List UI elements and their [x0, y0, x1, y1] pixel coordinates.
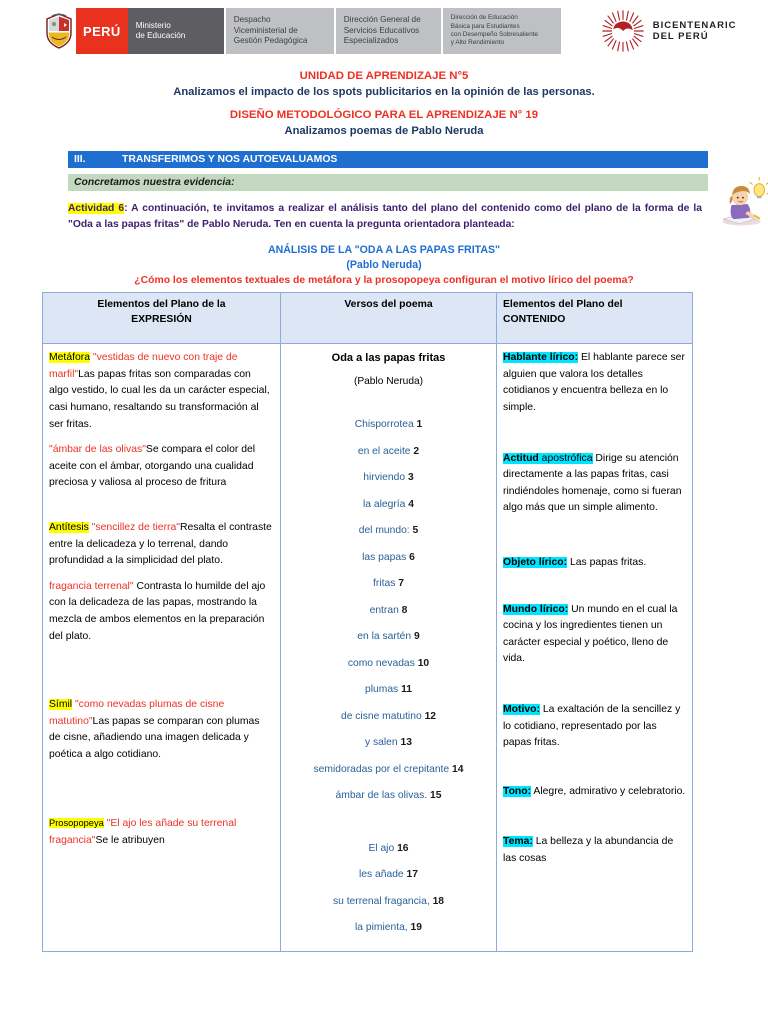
- section-header-group: [0, 151, 768, 191]
- verse-number: 14: [452, 763, 464, 775]
- section-title-bar: [68, 151, 708, 168]
- verse-text: hirviendo: [363, 472, 406, 484]
- column-header-verses-label: Versos del poema: [344, 299, 433, 311]
- content-body: Un mundo en el cual la cocina y los ingredientes tienen un carácter especial y poético, lleno de vida.: [503, 603, 678, 665]
- unit-title: UNIDAD DE APRENDIZAJE N°5: [299, 70, 469, 82]
- bicentenary-text: [653, 20, 737, 43]
- verse-number: 16: [397, 842, 409, 854]
- content-tag: Motivo:: [503, 703, 540, 715]
- analysis-question: ¿Cómo los elementos textuales de metáfora y la prosopopeya configuran el motivo lírico del poema?: [134, 275, 634, 287]
- verse-line: [287, 894, 490, 909]
- content-cell: [497, 344, 693, 952]
- table-body-row: [43, 344, 693, 952]
- section-label: TRANSFERIMOS Y NOS AUTOEVALUAMOS: [122, 154, 338, 165]
- peru-brand-block: [76, 8, 128, 54]
- verse-line: [287, 550, 490, 565]
- activity-paragraph: [68, 201, 702, 233]
- content-tag: Hablante lírico:: [503, 352, 579, 364]
- verse-line: [287, 682, 490, 697]
- basic-education-line-4: y Alto Rendimiento: [450, 39, 505, 47]
- column-header-expression-line2: EXPRESIÓN: [131, 313, 192, 325]
- basic-education-line-1: Dirección de Educación: [450, 14, 518, 22]
- content-tag: Actitud: [503, 452, 539, 464]
- column-header-content-line2: CONTENIDO: [503, 313, 566, 325]
- verse-number: 17: [406, 869, 418, 881]
- expression-body: Se le atribuyen: [95, 835, 165, 847]
- verse-number: 11: [401, 684, 412, 696]
- verse-number: 2: [413, 445, 420, 457]
- poem-title: Oda a las papas fritas: [331, 352, 446, 365]
- activity-text: : A continuación, te invitamos a realizar el análisis tanto del plano del contenido como del plano de la forma de la "Oda a las papas fritas" de Pablo Neruda. Ten en cuenta la pregunta orientadora planteada:: [68, 203, 702, 231]
- ministry-line-2: de Educación: [135, 31, 186, 40]
- verse-number: 10: [417, 657, 430, 669]
- expression-item: [49, 520, 272, 570]
- content-item: [503, 834, 686, 867]
- verse-number: 13: [400, 737, 412, 749]
- analysis-heading-group: [0, 243, 768, 288]
- design-title: DISEÑO METODOLÓGICO PARA EL APRENDIZAJE N° 19: [229, 109, 539, 121]
- verse-line: [287, 603, 490, 618]
- general-direction-line-3: Especializados: [343, 36, 399, 46]
- expression-quote: "como nevadas plumas de cisne matutino": [49, 699, 225, 727]
- document-page: [0, 8, 768, 1032]
- content-tag: Tema:: [503, 836, 533, 848]
- verse-number: 4: [408, 498, 414, 510]
- content-body: Dirige su atención directamente a las papas fritas, casi rindiéndoles homenaje, como si fueran algo más que un simple alimento.: [503, 452, 682, 514]
- evidence-bar: Concretamos nuestra evidencia:: [68, 174, 708, 191]
- vice-ministry-block: [226, 8, 334, 54]
- expression-tag: Símil: [49, 699, 73, 711]
- basic-education-direction-block: [443, 8, 561, 54]
- column-header-expression: [43, 293, 281, 344]
- verse-line: [287, 656, 490, 671]
- analysis-author: (Pablo Neruda): [346, 259, 422, 272]
- verse-text: entran: [369, 604, 399, 616]
- verse-text: en el aceite: [357, 445, 411, 457]
- expression-quote: "sencillez de tierra": [88, 521, 180, 533]
- analysis-table-wrapper: [0, 292, 768, 952]
- section-number: III.: [74, 154, 86, 165]
- verse-text: fritas: [373, 578, 396, 590]
- verse-line: [287, 788, 490, 803]
- verse-line: [287, 470, 490, 485]
- verse-text: semidoradas por el crepitante: [313, 763, 450, 775]
- expression-body: Contrasta lo humilde del ajo con la delicadeza de las papas, mostrando la mezcla de ambos elementos en la preparación del plato.: [49, 580, 266, 642]
- verse-line: [287, 497, 490, 512]
- expression-item: [49, 579, 272, 645]
- content-tag-secondary: apostrófica: [538, 452, 593, 464]
- verse-line: [287, 576, 490, 591]
- verse-line: [287, 735, 490, 750]
- verse-line: [287, 417, 490, 432]
- general-direction-block: [336, 8, 441, 54]
- table-header-row: [43, 293, 693, 344]
- institutional-header-bar: [0, 8, 768, 54]
- verse-number: 6: [409, 551, 415, 563]
- analysis-table: [42, 292, 693, 952]
- ministry-line-1: Ministerio: [135, 20, 171, 30]
- expression-quote: "ámbar de las olivas": [49, 444, 146, 456]
- general-direction-line-1: Dirección General de: [343, 15, 421, 25]
- verse-number: 8: [401, 604, 408, 616]
- verse-text: como nevadas: [347, 657, 415, 669]
- bicentenary-sunburst-icon: [601, 9, 645, 53]
- content-tag: Tono:: [503, 785, 532, 797]
- verse-number: 15: [429, 790, 442, 802]
- expression-body: Las papas fritas son comparadas con algo vestido, lo cual les da un carácter especial, casi humano, resaltando su transformación al ser fritas.: [49, 368, 270, 430]
- verse-text: les añade: [358, 869, 404, 881]
- vice-ministry-line-1: Despacho: [233, 15, 271, 25]
- content-item: [503, 602, 686, 668]
- verse-text: plumas: [365, 684, 399, 696]
- bicentenary-line-2: DEL PERÚ: [652, 31, 709, 42]
- expression-item: [49, 697, 272, 763]
- verses-cell: [281, 344, 497, 952]
- expression-item: [49, 815, 272, 849]
- content-tag: Mundo lírico:: [503, 603, 569, 615]
- content-body: La exaltación de la sencillez y lo cotidiano, representado por las papas fritas.: [503, 703, 681, 749]
- peru-coat-of-arms-icon: [42, 8, 76, 54]
- verse-number: 5: [412, 525, 419, 537]
- verse-text: la alegría: [363, 498, 406, 510]
- verse-text: del mundo:: [358, 525, 410, 537]
- content-item: [503, 784, 686, 801]
- verse-text: El ajo: [368, 842, 395, 854]
- verse-line: [287, 709, 490, 724]
- girl-writing-with-idea-bulb-icon: [714, 175, 768, 233]
- column-header-verses: [281, 293, 497, 344]
- content-item: [503, 555, 686, 572]
- content-item: [503, 350, 686, 416]
- verse-text: las papas: [362, 551, 407, 563]
- unit-subtitle: Analizamos el impacto de los spots publicitarios en la opinión de las personas.: [173, 86, 595, 98]
- bicentenary-line-1: BICENTENARIC: [652, 19, 737, 31]
- expression-item: [49, 442, 272, 492]
- verse-line: [287, 523, 490, 538]
- verse-number: 7: [398, 578, 404, 590]
- verse-text: en la sartén: [357, 631, 412, 643]
- basic-education-line-3: con Desempeño Sobresaliente: [450, 31, 539, 38]
- content-item: [503, 451, 686, 517]
- verse-spacer: [287, 815, 490, 841]
- expression-quote: "El ajo les añade su terrenal fragancia": [49, 818, 237, 847]
- activity-block: [0, 201, 768, 233]
- expression-tag: Antítesis: [49, 521, 89, 533]
- activity-tag: Actividad 6: [68, 203, 125, 215]
- content-item: [503, 702, 686, 752]
- content-tag: Objeto lírico:: [503, 556, 568, 568]
- verse-number: 19: [410, 922, 422, 934]
- peru-label: PERÚ: [83, 23, 121, 39]
- expression-item: [49, 350, 272, 433]
- expression-tag: Prosopopeya: [49, 818, 104, 829]
- content-body: La belleza y la abundancia de las cosas: [503, 836, 674, 864]
- content-body: Las papas fritas.: [567, 556, 647, 568]
- verse-text: ámbar de las olivas.: [335, 790, 428, 802]
- expression-quote: fragancia terrenal": [49, 580, 134, 592]
- verse-text: y salen: [365, 737, 398, 749]
- analysis-title: ANÁLISIS DE LA "ODA A LAS PAPAS FRITAS": [267, 244, 501, 257]
- poem-author: (Pablo Neruda): [353, 376, 424, 388]
- bicentenary-logo: [601, 8, 737, 54]
- expression-body: Las papas se comparan con plumas de cisne, añadiendo una imagen delicada y poética a algo cotidiano.: [49, 715, 260, 760]
- verse-number: 9: [413, 631, 420, 643]
- ministry-block: [128, 8, 224, 54]
- verse-line: [287, 629, 490, 644]
- document-titles: [0, 68, 768, 139]
- verse-number: 18: [432, 895, 445, 907]
- vice-ministry-line-3: Gestión Pedagógica: [233, 36, 308, 46]
- verse-list: [287, 417, 490, 935]
- verse-text: de cisne matutino: [340, 710, 422, 722]
- column-header-expression-line1: Elementos del Plano de la: [97, 299, 226, 311]
- basic-education-line-2: Básica para Estudiantes: [450, 22, 520, 30]
- verse-number: 12: [424, 710, 437, 722]
- verse-text: Chisporrotea: [354, 419, 414, 431]
- expression-body: Resalta el contraste entre la delicadeza y lo terrenal, dando profundidad a la simplicidad del plato.: [49, 521, 272, 567]
- expression-body: Se compara el color del aceite con el ámbar, otorgando una cualidad preciosa y valiosa al proceso de fritura: [49, 444, 256, 489]
- verse-line: [287, 867, 490, 882]
- verse-line: [287, 920, 490, 935]
- expression-quote: "vestidas de nuevo con traje de marfil": [49, 352, 238, 380]
- verse-line: [287, 762, 490, 777]
- expression-tag: Metáfora: [49, 352, 91, 364]
- verse-text: la pimienta,: [355, 922, 408, 934]
- verse-number: 3: [407, 472, 414, 484]
- content-body: El hablante parece ser alguien que valora los detalles cotidianos y encuentra belleza en lo simple.: [503, 352, 685, 413]
- column-header-content-line1: Elementos del Plano del: [503, 299, 623, 311]
- vice-ministry-line-2: Viceministerial de: [233, 25, 298, 35]
- verse-number: 1: [416, 419, 423, 431]
- verse-text: su terrenal fragancia,: [332, 895, 430, 907]
- verse-line: [287, 444, 490, 459]
- column-header-content: [497, 293, 693, 344]
- general-direction-line-2: Servicios Educativos: [343, 25, 420, 35]
- expression-cell: [43, 344, 281, 952]
- verse-line: [287, 841, 490, 856]
- design-subtitle: Analizamos poemas de Pablo Neruda: [284, 125, 484, 137]
- content-body: Alegre, admirativo y celebratorio.: [531, 785, 686, 797]
